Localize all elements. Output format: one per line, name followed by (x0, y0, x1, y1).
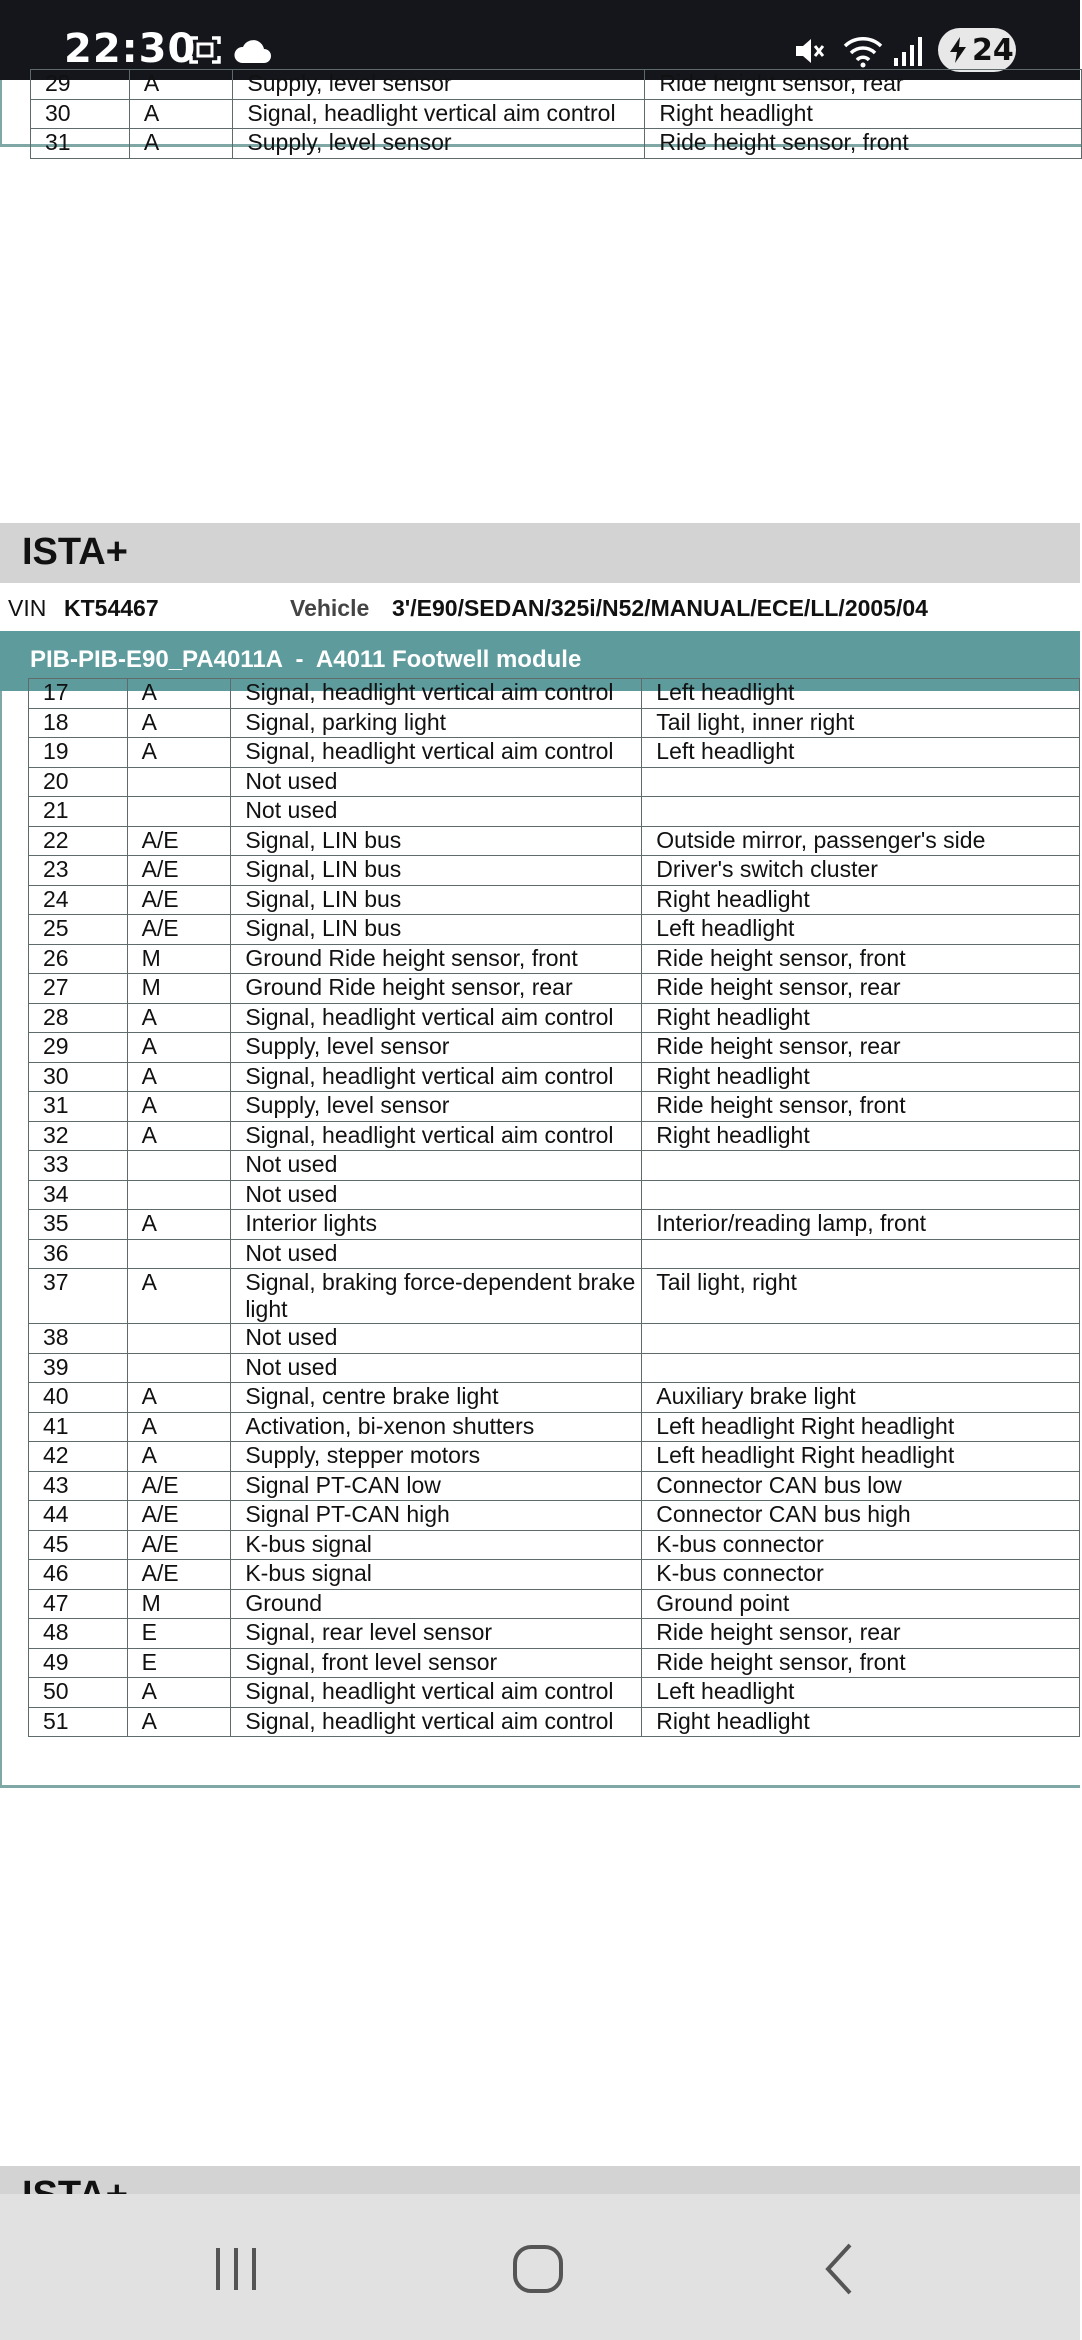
pin-number-cell: 50 (29, 1678, 128, 1708)
previous-page-fragment (0, 70, 1080, 155)
table-row (29, 797, 1080, 827)
pin-number-cell: 27 (29, 974, 128, 1004)
mute-icon (792, 34, 826, 68)
signal-type-cell: A (127, 1003, 231, 1033)
signal-type-cell: A (127, 1269, 231, 1324)
table-row (29, 1151, 1080, 1181)
table-row (29, 1678, 1080, 1708)
signal-type-cell: E (127, 1648, 231, 1678)
table-row (29, 1062, 1080, 1092)
connected-to-cell: Ride height sensor, rear (642, 974, 1080, 1004)
pin-number-cell: 37 (29, 1269, 128, 1324)
signal-type-cell: A (127, 1092, 231, 1122)
description-cell: Signal, braking force-dependent brake light (231, 1269, 642, 1324)
connected-to-cell: Right headlight (642, 1707, 1080, 1737)
connected-to-cell: Ride height sensor, rear (642, 1619, 1080, 1649)
description-cell: Signal, LIN bus (231, 885, 642, 915)
pin-number-cell: 31 (29, 1092, 128, 1122)
pin-number-cell: 34 (29, 1180, 128, 1210)
table-row (29, 1353, 1080, 1383)
pin-number-cell: 43 (29, 1471, 128, 1501)
table-row (29, 1324, 1080, 1354)
pin-number-cell: 32 (29, 1121, 128, 1151)
battery-indicator (938, 28, 1016, 72)
table-row (29, 1033, 1080, 1063)
description-cell: Supply, stepper motors (231, 1442, 642, 1472)
vin-value: KT54467 (64, 595, 159, 621)
pin-number-cell: 30 (31, 99, 130, 129)
connected-to-cell: Ride height sensor, front (642, 1648, 1080, 1678)
description-cell: K-bus signal (231, 1560, 642, 1590)
status-bar (0, 0, 1080, 80)
connected-to-cell: Left headlight (642, 738, 1080, 768)
signal-type-cell: A (127, 1707, 231, 1737)
page-header (0, 523, 1080, 583)
vehicle-info-row (0, 583, 1080, 631)
wifi-icon (842, 34, 884, 68)
pin-number-cell: 17 (29, 679, 128, 709)
table-row (29, 1560, 1080, 1590)
table-row (29, 767, 1080, 797)
table-row (29, 1383, 1080, 1413)
connected-to-cell: Right headlight (642, 1003, 1080, 1033)
table-row (31, 70, 1082, 100)
description-cell: Signal PT-CAN low (231, 1471, 642, 1501)
vehicle-value: 3'/E90/SEDAN/325i/N52/MANUAL/ECE/LL/2005/04 (392, 595, 928, 621)
table-row (29, 1180, 1080, 1210)
table-row (29, 1530, 1080, 1560)
description-cell: Signal PT-CAN high (231, 1501, 642, 1531)
table-row (29, 708, 1080, 738)
table-row (29, 1501, 1080, 1531)
app-title: ISTA+ (22, 531, 128, 573)
table-row (29, 974, 1080, 1004)
connected-to-cell: Right headlight (642, 1121, 1080, 1151)
description-cell: Not used (231, 1151, 642, 1181)
pin-number-cell: 39 (29, 1353, 128, 1383)
recent-apps-icon (196, 2234, 276, 2304)
pin-number-cell: 33 (29, 1151, 128, 1181)
pin-number-cell: 36 (29, 1239, 128, 1269)
description-cell: Supply, level sensor (231, 1033, 642, 1063)
table-row (29, 1239, 1080, 1269)
signal-type-cell: A/E (127, 1471, 231, 1501)
pin-number-cell: 38 (29, 1324, 128, 1354)
screenshot-icon (188, 34, 222, 66)
cloud-icon (232, 38, 272, 64)
connected-to-cell: Driver's switch cluster (642, 856, 1080, 886)
signal-type-cell: M (127, 944, 231, 974)
pin-number-cell: 35 (29, 1210, 128, 1240)
pin-number-cell: 26 (29, 944, 128, 974)
connected-to-cell: Ride height sensor, rear (642, 1033, 1080, 1063)
description-cell: Supply, level sensor (231, 1092, 642, 1122)
table-row (29, 826, 1080, 856)
table-row (29, 915, 1080, 945)
pin-table-frame (0, 679, 1080, 1788)
signal-type-cell: A/E (127, 1560, 231, 1590)
table-row (29, 1619, 1080, 1649)
vin-label: VIN (8, 595, 47, 621)
description-cell: Activation, bi-xenon shutters (231, 1412, 642, 1442)
pin-number-cell: 30 (29, 1062, 128, 1092)
connected-to-cell: Left headlight (642, 1678, 1080, 1708)
description-cell: Ground Ride height sensor, rear (231, 974, 642, 1004)
pin-number-cell: 41 (29, 1412, 128, 1442)
pin-number-cell: 48 (29, 1619, 128, 1649)
pin-number-cell: 23 (29, 856, 128, 886)
description-cell: Signal, centre brake light (231, 1383, 642, 1413)
table-row (29, 1210, 1080, 1240)
connected-to-cell (642, 1180, 1080, 1210)
connected-to-cell: Ride height sensor, front (642, 944, 1080, 974)
description-cell: Signal, headlight vertical aim control (231, 738, 642, 768)
back-button[interactable] (802, 2234, 882, 2304)
signal-type-cell: A (127, 1442, 231, 1472)
description-cell: Supply, level sensor (233, 129, 645, 159)
description-cell: Not used (231, 1353, 642, 1383)
pin-number-cell: 44 (29, 1501, 128, 1531)
pin-number-cell: 24 (29, 885, 128, 915)
description-cell: Signal, headlight vertical aim control (231, 1121, 642, 1151)
signal-type-cell: A (127, 708, 231, 738)
signal-type-cell: A/E (127, 826, 231, 856)
connected-to-cell: Tail light, inner right (642, 708, 1080, 738)
table-row (29, 1707, 1080, 1737)
pin-number-cell: 29 (29, 1033, 128, 1063)
home-button[interactable] (498, 2234, 578, 2304)
signal-type-cell: A (127, 1121, 231, 1151)
signal-type-cell: A/E (127, 885, 231, 915)
description-cell: Signal, LIN bus (231, 856, 642, 886)
signal-type-cell: A (127, 1383, 231, 1413)
pin-number-cell: 19 (29, 738, 128, 768)
connected-to-cell: Right headlight (642, 885, 1080, 915)
connected-to-cell: Auxiliary brake light (642, 1383, 1080, 1413)
signal-type-cell (127, 1324, 231, 1354)
signal-type-cell (127, 1180, 231, 1210)
description-cell: Supply, level sensor (233, 70, 645, 100)
description-cell: Not used (231, 767, 642, 797)
pin-number-cell: 49 (29, 1648, 128, 1678)
signal-type-cell: A (127, 738, 231, 768)
connected-to-cell: Left headlight (642, 915, 1080, 945)
table-row (29, 1092, 1080, 1122)
signal-type-cell: A/E (127, 856, 231, 886)
connected-to-cell: Right headlight (642, 1062, 1080, 1092)
table-row (29, 885, 1080, 915)
connected-to-cell: K-bus connector (642, 1530, 1080, 1560)
back-icon (802, 2234, 882, 2304)
description-cell: Not used (231, 1324, 642, 1354)
table-row (31, 129, 1082, 159)
navigation-bar (0, 2194, 1080, 2340)
signal-type-cell: A (129, 70, 233, 100)
pin-number-cell: 22 (29, 826, 128, 856)
pin-number-cell: 25 (29, 915, 128, 945)
description-cell: Signal, headlight vertical aim control (231, 1062, 642, 1092)
description-cell: Signal, headlight vertical aim control (231, 1003, 642, 1033)
signal-type-cell: A (127, 1033, 231, 1063)
description-cell: Signal, headlight vertical aim control (231, 1707, 642, 1737)
signal-type-cell: A (127, 1412, 231, 1442)
connected-to-cell (642, 1324, 1080, 1354)
vehicle-label: Vehicle (290, 595, 370, 621)
pin-number-cell: 20 (29, 767, 128, 797)
signal-type-cell: A/E (127, 1530, 231, 1560)
connected-to-cell (642, 1239, 1080, 1269)
pin-number-cell: 47 (29, 1589, 128, 1619)
page-frame (0, 70, 1082, 155)
pin-number-cell: 29 (31, 70, 130, 100)
connected-to-cell: Left headlight Right headlight (642, 1442, 1080, 1472)
connected-to-cell: Right headlight (645, 99, 1082, 129)
pin-number-cell: 28 (29, 1003, 128, 1033)
description-cell: K-bus signal (231, 1530, 642, 1560)
description-cell: Signal, LIN bus (231, 915, 642, 945)
description-cell: Ground (231, 1589, 642, 1619)
signal-type-cell (127, 1353, 231, 1383)
connected-to-cell: Interior/reading lamp, front (642, 1210, 1080, 1240)
connected-to-cell (642, 767, 1080, 797)
description-cell: Not used (231, 1239, 642, 1269)
signal-type-cell: A/E (127, 1501, 231, 1531)
signal-type-cell: A (127, 1678, 231, 1708)
description-cell: Ground Ride height sensor, front (231, 944, 642, 974)
connected-to-cell: Left headlight Right headlight (642, 1412, 1080, 1442)
connected-to-cell: Outside mirror, passenger's side (642, 826, 1080, 856)
pin-number-cell: 45 (29, 1530, 128, 1560)
description-cell: Signal, front level sensor (231, 1648, 642, 1678)
pin-number-cell: 51 (29, 1707, 128, 1737)
connected-to-cell (642, 797, 1080, 827)
description-cell: Signal, rear level sensor (231, 1619, 642, 1649)
signal-type-cell (127, 1151, 231, 1181)
pin-number-cell: 46 (29, 1560, 128, 1590)
pin-number-cell: 21 (29, 797, 128, 827)
signal-type-cell: A (127, 679, 231, 709)
signal-type-cell (127, 767, 231, 797)
table-row (29, 944, 1080, 974)
description-cell: Interior lights (231, 1210, 642, 1240)
previous-page-table (30, 69, 1082, 159)
table-row (29, 1471, 1080, 1501)
pin-assignment-table (28, 678, 1080, 1737)
signal-type-cell: A (127, 1210, 231, 1240)
signal-type-cell (127, 1239, 231, 1269)
description-cell: Signal, headlight vertical aim control (233, 99, 645, 129)
signal-type-cell: A (129, 129, 233, 159)
description-cell: Signal, LIN bus (231, 826, 642, 856)
signal-type-cell (127, 797, 231, 827)
pin-number-cell: 42 (29, 1442, 128, 1472)
table-row (29, 856, 1080, 886)
home-icon (498, 2234, 578, 2304)
table-row (29, 1269, 1080, 1324)
description-cell: Signal, headlight vertical aim control (231, 1678, 642, 1708)
module-title: PIB-PIB-E90_PA4011A - A4011 Footwell module (30, 646, 582, 673)
description-cell: Not used (231, 797, 642, 827)
connected-to-cell: Ground point (642, 1589, 1080, 1619)
table-row (29, 1648, 1080, 1678)
description-cell: Signal, headlight vertical aim control (231, 679, 642, 709)
table-row (29, 1003, 1080, 1033)
connected-to-cell: K-bus connector (642, 1560, 1080, 1590)
connected-to-cell: Connector CAN bus high (642, 1501, 1080, 1531)
connected-to-cell: Connector CAN bus low (642, 1471, 1080, 1501)
pin-number-cell: 40 (29, 1383, 128, 1413)
description-cell: Not used (231, 1180, 642, 1210)
recent-apps-button[interactable] (196, 2234, 276, 2304)
connected-to-cell: Tail light, right (642, 1269, 1080, 1324)
table-row (29, 1589, 1080, 1619)
clock: 22:30 (64, 26, 197, 72)
pin-number-cell: 31 (31, 129, 130, 159)
description-cell: Signal, parking light (231, 708, 642, 738)
charging-icon (948, 36, 968, 64)
connected-to-cell: Left headlight (642, 679, 1080, 709)
next-page-header (0, 2166, 1080, 2194)
signal-type-cell: M (127, 974, 231, 1004)
connected-to-cell: Ride height sensor, front (645, 129, 1082, 159)
signal-type-cell: A (129, 99, 233, 129)
signal-type-cell: A (127, 1062, 231, 1092)
signal-type-cell: M (127, 1589, 231, 1619)
table-row (29, 1412, 1080, 1442)
connected-to-cell: Ride height sensor, front (642, 1092, 1080, 1122)
signal-type-cell: A/E (127, 915, 231, 945)
battery-level: 24 (972, 33, 1014, 68)
signal-icon (892, 34, 926, 68)
connected-to-cell (642, 1353, 1080, 1383)
pin-number-cell: 18 (29, 708, 128, 738)
connected-to-cell: Ride height sensor, rear (645, 70, 1082, 100)
connected-to-cell (642, 1151, 1080, 1181)
table-row (31, 99, 1082, 129)
table-row (29, 1121, 1080, 1151)
table-row (29, 1442, 1080, 1472)
signal-type-cell: E (127, 1619, 231, 1649)
table-row (29, 679, 1080, 709)
table-row (29, 738, 1080, 768)
